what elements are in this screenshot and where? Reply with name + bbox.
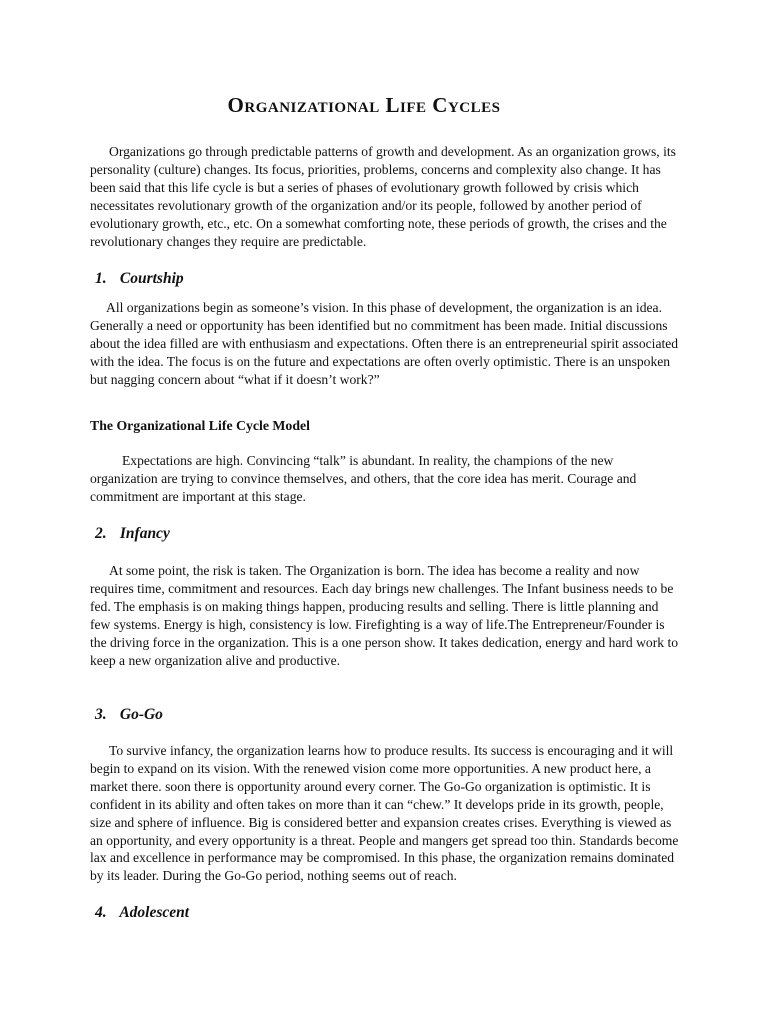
section-title: Infancy: [119, 525, 170, 542]
section-number: 4.: [95, 904, 107, 921]
section-number: 1.: [95, 270, 107, 287]
infancy-paragraph: At some point, the risk is taken. The Organization is born. The idea has become a reality and now requires time, commitment and resources. Each day brings new challenges. The Infant business needs to be fed. The emphasis is on making things happen, producing results and selling. There is little planning and few systems. Energy is high, consistency is low. Firefighting is a way of life.The Entrepreneur/Founder is the driving force in the organization. This is a one person show. It takes dedication, energy and hard work to keep a new organization alive and productive.: [90, 563, 679, 668]
go-go-paragraph: To survive infancy, the organization learns how to produce results. Its success is encouraging and it will begin to expand on its vision. With the renewed vision come more opportunities. A new product here, a market there. soon there is opportunity around every corner. The Go-Go organization is optimistic. It is confident in its ability and often takes on more than it can “chew.” It develops pride in its growth, people, size and sphere of influence. Big is considered better and expansion creates crises. Everything is viewed as an opportunity, and every opportunity is a threat. People and mangers get spread too thin. Standards become lax and excellence in performance may be compromised. In this phase, the organization remains dominated by its leader. During the Go-Go period, nothing seems out of reach.: [90, 743, 679, 884]
section-heading-infancy: [95, 525, 170, 543]
section-title: Go-Go: [119, 706, 163, 723]
page-title: Organizational Life Cycles: [227, 93, 501, 117]
section-title: Courtship: [119, 270, 184, 287]
courtship-paragraph-2: Expectations are high. Convincing “talk” is abundant. In reality, the champions of the new organization are trying to convince themselves, and others, that the core idea has merit. Courage and commitment are important at this stage.: [90, 453, 637, 504]
section-number: 2.: [95, 525, 107, 542]
section-heading-adolescent: [95, 904, 189, 922]
section-title: Adolescent: [119, 904, 190, 921]
section-number: 3.: [95, 706, 107, 723]
intro-paragraph: Organizations go through predictable patterns of growth and development. As an organization grows, its personality (culture) changes. Its focus, priorities, problems, concerns and complexity also change. It has been said that this life cycle is but a series of phases of evolutionary growth followed by crisis which necessitates revolutionary growth of the organization and/or its people, followed by another period of evolutionary growth, etc., etc. On a somewhat comforting note, these periods of growth, the crises and the revolutionary changes they require are predictable.: [90, 144, 676, 249]
courtship-paragraph: All organizations begin as someone’s vision. In this phase of development, the organization is an idea. Generally a need or opportunity has been identified but no commitment has been made. Initial discussions about the idea filled are with enthusiasm and expectations. Often there is an entrepreneurial spirit associated with the idea. The focus is on the future and expectations are often overly optimistic. There is an unspoken but nagging concern about “what if it doesn’t work?”: [90, 300, 679, 387]
model-subheading: The Organizational Life Cycle Model: [90, 418, 310, 433]
section-heading-courtship: [95, 270, 184, 288]
section-heading-go-go: [95, 706, 163, 724]
